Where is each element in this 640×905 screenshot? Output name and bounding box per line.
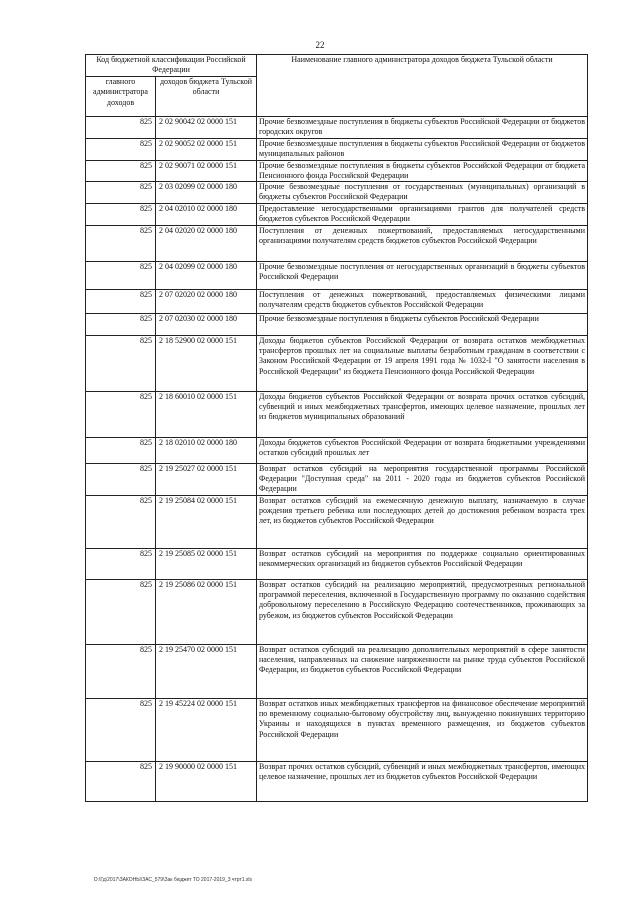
- table-row: [86, 761, 588, 801]
- description-cell: Возврат остатков иных межбюджетных трансфертов на финансовое обеспечение мероприятий по временному социально-бытовому обустройству лиц, вынужденно покинувших территорию Украины и находящихся в пунктах временного размещения, из бюджетов субъектов Российской Федерации: [257, 698, 588, 761]
- admin-code-cell: 825: [86, 160, 156, 182]
- description-cell: Поступления от денежных пожертвований, предоставляемых физическими лицами получателям средств бюджетов субъектов Российской Федерации: [257, 289, 588, 313]
- income-code-cell: 2 19 90000 02 0000 151: [156, 761, 257, 801]
- income-code-cell: 2 02 90071 02 0000 151: [156, 160, 257, 182]
- table-row: [86, 289, 588, 313]
- description-cell: Прочие безвозмездные поступления в бюджеты субъектов Российской Федерации от бюджета Пенсионного фонда Российской Федерации: [257, 160, 588, 182]
- table-row: [86, 644, 588, 698]
- admin-code-cell: 825: [86, 313, 156, 335]
- table-row: [86, 463, 588, 495]
- budget-classification-table: [85, 54, 588, 802]
- description-cell: Доходы бюджетов субъектов Российской Федерации от возврата бюджетными учреждениями остатков субсидий прошлых лет: [257, 437, 588, 463]
- admin-code-cell: 825: [86, 761, 156, 801]
- page-number: 22: [315, 40, 325, 50]
- description-cell: Прочие безвозмездные поступления в бюджеты субъектов Российской Федерации от бюджетов городских округов: [257, 117, 588, 139]
- description-cell: Прочие безвозмездные поступления в бюджеты субъектов Российской Федерации от бюджетов муниципальных районов: [257, 139, 588, 161]
- admin-code-cell: 825: [86, 335, 156, 391]
- income-code-cell: 2 19 25470 02 0000 151: [156, 644, 257, 698]
- admin-code-cell: 825: [86, 698, 156, 761]
- description-cell: Доходы бюджетов субъектов Российской Федерации от возврата прочих остатков субсидий, субвенций и иных межбюджетных трансфертов, имеющих целевое назначение, прошлых лет из бюджетов муниципальных образований: [257, 391, 588, 437]
- table-row: [86, 160, 588, 182]
- admin-code-cell: 825: [86, 391, 156, 437]
- admin-code-cell: 825: [86, 644, 156, 698]
- table-row: [86, 437, 588, 463]
- description-cell: Прочие безвозмездные поступления от государственных (муниципальных) организаций в бюджеты субъектов Российской Федерации: [257, 182, 588, 204]
- admin-header: главного администратора доходов: [86, 77, 156, 117]
- table-row: [86, 495, 588, 548]
- table-row: [86, 203, 588, 225]
- admin-code-cell: 825: [86, 463, 156, 495]
- description-cell: Прочие безвозмездные поступления от негосударственных организаций в бюджеты субъектов Российской Федерации: [257, 261, 588, 289]
- income-code-cell: 2 18 02010 02 0000 180: [156, 437, 257, 463]
- description-cell: Возврат остатков субсидий на мероприятия государственной программы Российской Федерации "Доступная среда" на 2011 - 2020 годы из бюджетов субъектов Российской Федерации: [257, 463, 588, 495]
- description-cell: Возврат остатков субсидий на реализацию мероприятий, предусмотренных региональной программой переселения, включенной в Государственную программу по оказанию содействия добровольному переселению в Российскую Федерацию соотечественников, проживающих за рубежом, из бюджетов субъектов Российской Федерации: [257, 579, 588, 644]
- income-code-cell: 2 19 25084 02 0000 151: [156, 495, 257, 548]
- income-code-cell: 2 02 90052 02 0000 151: [156, 139, 257, 161]
- admin-code-cell: 825: [86, 225, 156, 261]
- income-code-cell: 2 18 52900 02 0000 151: [156, 335, 257, 391]
- description-cell: Прочие безвозмездные поступления в бюджеты субъектов Российской Федерации: [257, 313, 588, 335]
- income-code-cell: 2 19 25086 02 0000 151: [156, 579, 257, 644]
- admin-code-cell: 825: [86, 117, 156, 139]
- admin-code-cell: 825: [86, 182, 156, 204]
- table-row: [86, 391, 588, 437]
- income-code-cell: 2 19 45224 02 0000 151: [156, 698, 257, 761]
- table-row: [86, 117, 588, 139]
- admin-code-cell: 825: [86, 437, 156, 463]
- table-row: [86, 579, 588, 644]
- admin-code-cell: 825: [86, 203, 156, 225]
- table-row: [86, 182, 588, 204]
- admin-code-cell: 825: [86, 261, 156, 289]
- income-code-cell: 2 04 02010 02 0000 180: [156, 203, 257, 225]
- admin-code-cell: 825: [86, 139, 156, 161]
- admin-code-cell: 825: [86, 579, 156, 644]
- description-cell: Возврат остатков субсидий на реализацию дополнительных мероприятий в сфере занятости населения, направленных на снижение напряженности на рынке труда субъектов Российской Федерации, из бюджетов субъектов Российской Федерации: [257, 644, 588, 698]
- description-cell: Возврат остатков субсидий на ежемесячную денежную выплату, назначаемую в случае рождения третьего ребенка или последующих детей до достижения ребенком возраста трех лет, из бюджетов субъектов Российской Федерации: [257, 495, 588, 548]
- description-cell: Предоставление негосударственными организациями грантов для получателей средств бюджетов субъектов Российской Федерации: [257, 203, 588, 225]
- table-row: [86, 698, 588, 761]
- table-row: [86, 548, 588, 579]
- table-row: [86, 139, 588, 161]
- income-code-cell: 2 18 60010 02 0000 151: [156, 391, 257, 437]
- income-code-cell: 2 19 25085 02 0000 151: [156, 548, 257, 579]
- name-header: Наименование главного администратора доходов бюджета Тульской области: [257, 55, 588, 117]
- income-code-cell: 2 02 90042 02 0000 151: [156, 117, 257, 139]
- income-code-cell: 2 19 25027 02 0000 151: [156, 463, 257, 495]
- description-cell: Возврат прочих остатков субсидий, субвенций и иных межбюджетных трансфертов, имеющих целевое назначение, прошлых лет из бюджетов субъектов Российской Федерации: [257, 761, 588, 801]
- description-cell: Доходы бюджетов субъектов Российской Федерации от возврата остатков межбюджетных трансфертов прошлых лет на социальные выплаты безработным гражданам в соответствии с Законом Российской Федерации от 19 апреля 1991 года № 1032-I "О занятости населения в Российской Федерации" из бюджета Пенсионного фонда Российской Федерации: [257, 335, 588, 391]
- income-code-cell: 2 04 02020 02 0000 180: [156, 225, 257, 261]
- code-group-header: Код бюджетной классификации Российской Федерации: [86, 55, 257, 77]
- description-cell: Поступления от денежных пожертвований, предоставляемых негосударственными организациями получателям средств бюджетов субъектов Российской Федерации: [257, 225, 588, 261]
- table-row: [86, 335, 588, 391]
- income-header: доходов бюджета Тульской области: [156, 77, 257, 117]
- income-code-cell: 2 03 02099 02 0000 180: [156, 182, 257, 204]
- income-code-cell: 2 07 02020 02 0000 180: [156, 289, 257, 313]
- income-code-cell: 2 04 02099 02 0000 180: [156, 261, 257, 289]
- income-code-cell: 2 07 02030 02 0000 180: [156, 313, 257, 335]
- file-path-footer: D:\Гд\2017\ЗАКОНЫ\ЗАС_579\Зак бюджет ТО 2017-2019_3 чтрт1.xls: [94, 877, 253, 883]
- table-row: [86, 313, 588, 335]
- table-row: [86, 261, 588, 289]
- description-cell: Возврат остатков субсидий на мероприятия по поддержке социально ориентированных некоммерческих организаций из бюджетов субъектов Российской Федерации: [257, 548, 588, 579]
- admin-code-cell: 825: [86, 548, 156, 579]
- admin-code-cell: 825: [86, 289, 156, 313]
- table-row: [86, 225, 588, 261]
- table-body: [86, 117, 588, 802]
- admin-code-cell: 825: [86, 495, 156, 548]
- table-header: [86, 55, 588, 117]
